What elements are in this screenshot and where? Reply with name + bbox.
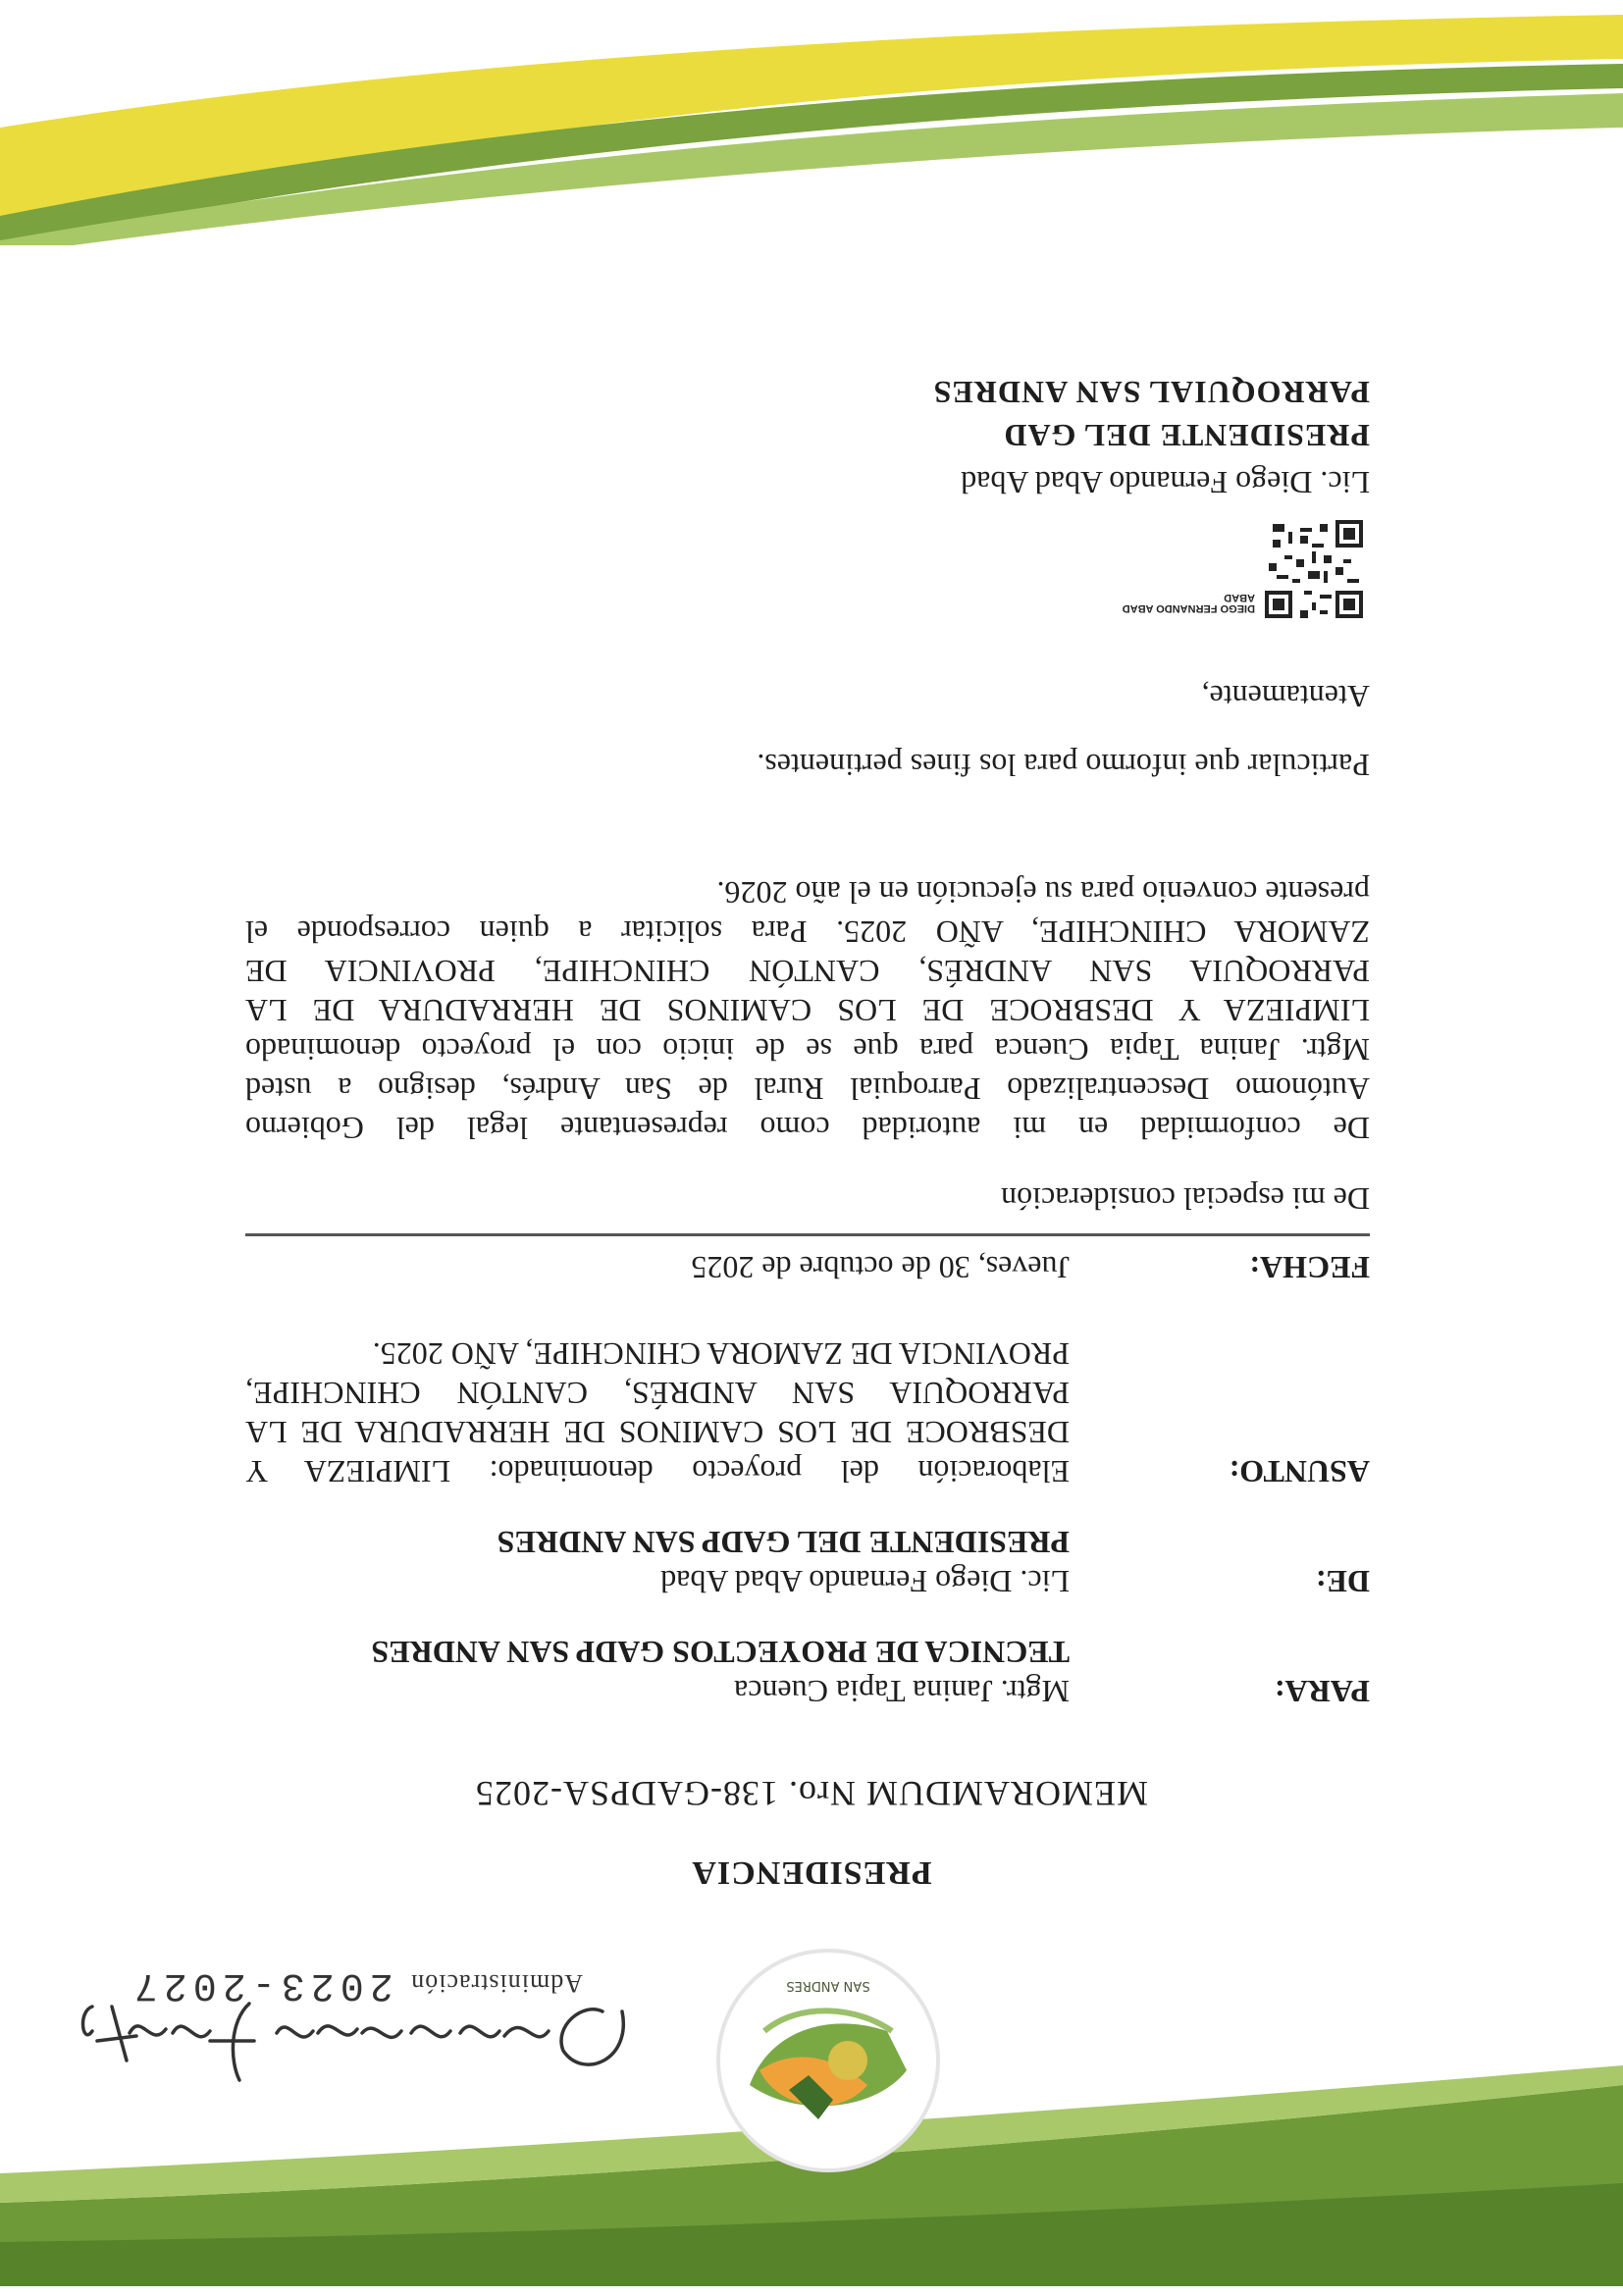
gad-san-andres-logo	[710, 1943, 946, 2178]
paragraph-line: ZAMORA CHINCHIPE, AÑO 2025. Para solicitar a quien corresponde el	[245, 914, 1370, 950]
administration-years: 2023-2027	[128, 1962, 393, 2007]
field-label: PARA:	[1274, 1674, 1370, 1709]
memo-date: Jueves, 30 de octubre de 2025	[691, 1250, 1070, 1285]
sender-name: Lic. Diego Fernando Abad Abad	[660, 1564, 1070, 1599]
paragraph-line: Autónomo Descentralizado Parroquial Rural de San Andrés, designo a usted	[245, 1071, 1370, 1107]
sender-title: PRESIDENTE DEL GADP SAN ANDRES	[497, 1525, 1070, 1560]
footer-swoosh-decoration	[0, 0, 1623, 245]
paragraph-line: PARROQUIA SAN ANDRÉS, CANTÓN CHINCHIPE, PROVINCIA DE	[245, 954, 1370, 989]
body-paragraph	[245, 873, 1370, 1148]
recipient-name: Mgtr. Janina Tapia Cuenca	[734, 1674, 1070, 1709]
field-fecha	[245, 1248, 1370, 1287]
administration-period	[129, 1962, 583, 2007]
digital-signer-name-2: ABAD	[1224, 592, 1255, 603]
signer-title-2: PARROQUIAL SAN ANDRES	[932, 375, 1370, 410]
greeting: De mi especial consideración	[1001, 1181, 1370, 1217]
signer-title: PRESIDENTE DEL GAD	[1003, 418, 1370, 453]
header-divider	[245, 1233, 1370, 1236]
signer-name: Lic. Diego Fernando Abad Abad	[961, 465, 1370, 500]
digital-signature-qr-code	[1265, 520, 1363, 618]
subject-line: PROVINCIA DE ZAMORA CHINCHIPE, AÑO 2025.	[372, 1336, 1070, 1372]
recipient-title: TECNICA DE PROYECTOS GADP SAN ANDRES	[371, 1635, 1070, 1670]
field-para	[245, 1623, 1370, 1711]
field-label: ASUNTO:	[1229, 1454, 1370, 1489]
paragraph-line: Mgtr. Janina Tapia Cuenca para que se de inicio con el proyecto denominado	[245, 1032, 1370, 1068]
paragraph-line: presente convenio para su ejecución en el año 2026.	[716, 875, 1370, 911]
field-asunto	[245, 1315, 1370, 1491]
field-label: FECHA:	[1249, 1250, 1370, 1285]
digital-signature-stamp	[1123, 592, 1255, 613]
subject-line: PARROQUIA SAN ANDRÉS, CANTÓN CHINCHIPE,	[245, 1376, 1070, 1411]
regards-line: Atentamente,	[1201, 679, 1370, 714]
field-de	[245, 1513, 1370, 1601]
subject-line: DESBROCE DE LOS CAMINOS DE HERRADURA DE LA	[245, 1415, 1070, 1450]
paragraph-line: LIMPIEZA Y DESBROCE DE LOS CAMINOS DE HERRADURA DE LA	[245, 993, 1370, 1028]
logo-text: SAN ANDRES	[786, 1978, 870, 1993]
paragraph-line: De conformidad en mi autoridad como representante legal del Gobierno	[245, 1111, 1370, 1146]
office-heading: PRESIDENCIA	[691, 1854, 932, 1891]
memo-number: MEMORAMDUM Nro. 138-GADPSA-2025	[474, 1774, 1149, 1813]
field-label: DE:	[1315, 1564, 1370, 1599]
administration-label: Administración	[410, 1969, 583, 1998]
digital-signer-name: DIEGO FERNANDO ABAD	[1122, 602, 1255, 614]
subject-line: Elaboración del proyecto denominado: LIMPIEZA Y	[245, 1454, 1070, 1489]
closing-line: Particular que informo para los fines pertinentes.	[757, 748, 1370, 783]
